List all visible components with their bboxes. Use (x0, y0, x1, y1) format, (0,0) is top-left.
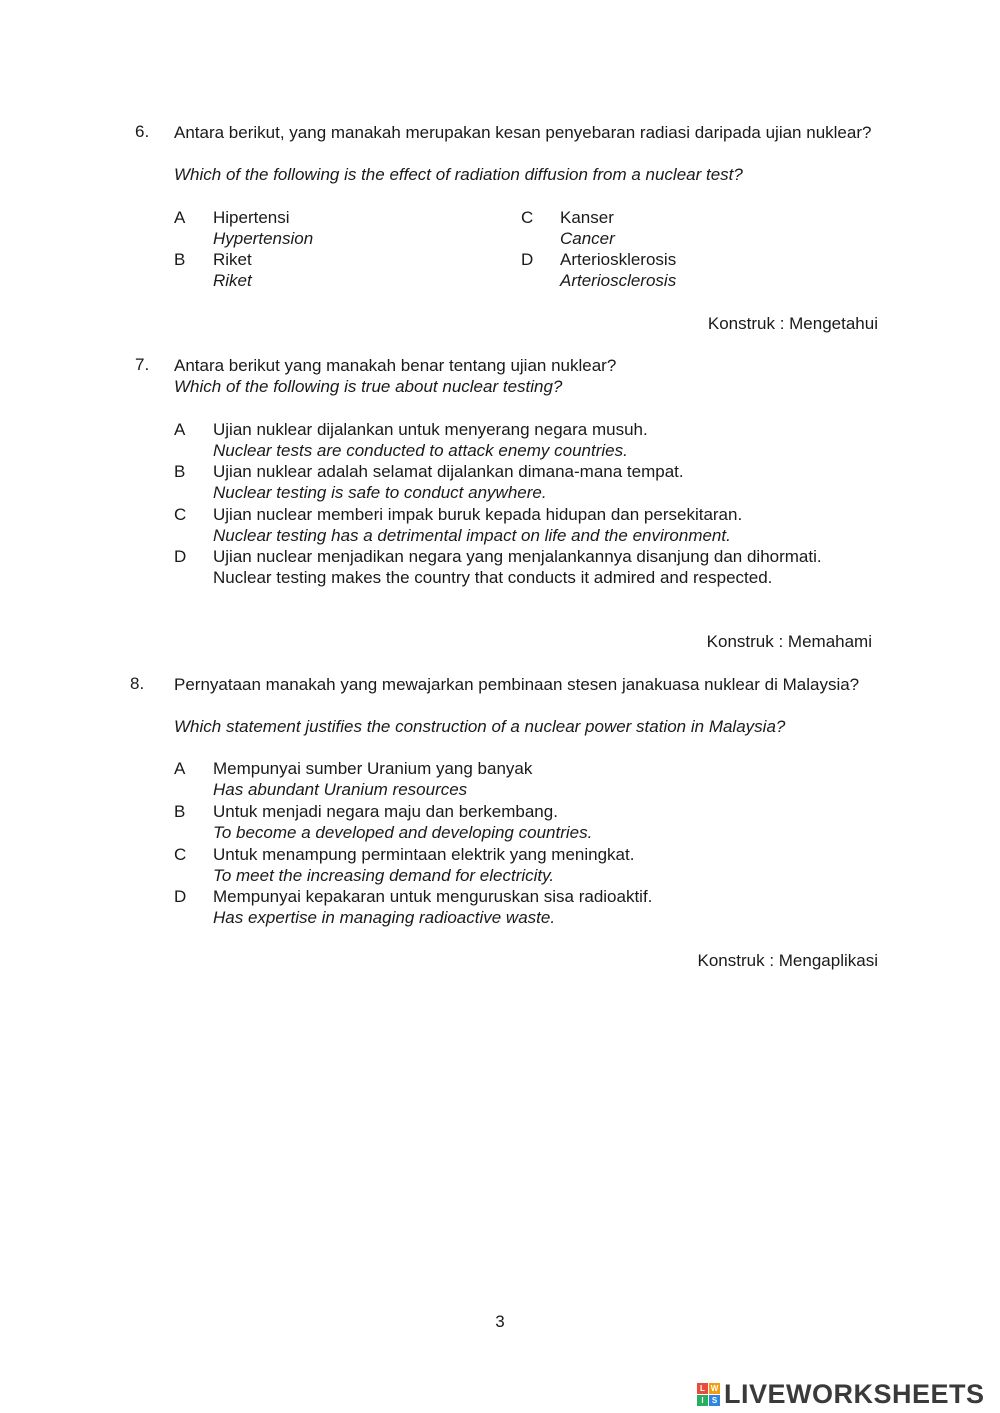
option-text-en: Hypertension (213, 229, 314, 248)
konstruk-label: Konstruk : Mengetahui (707, 314, 878, 333)
option-text-en: Riket (213, 271, 252, 290)
question-number: 8. (130, 674, 145, 693)
option-text-ms: Ujian nuklear dijalankan untuk menyerang negara musuh. (213, 420, 648, 439)
option-text-ms: Ujian nuklear adalah selamat dijalankan dimana-mana tempat. (213, 462, 684, 481)
option-text-ms: Hipertensi (213, 208, 290, 227)
option-letter: D (521, 250, 534, 269)
option-text-ms: Mempunyai kepakaran untuk menguruskan sisa radioaktif. (213, 887, 653, 906)
option-letter: A (174, 759, 186, 778)
option-text-ms: Ujian nuclear menjadikan negara yang menjalankannya disanjung dan dihormati. (213, 547, 822, 566)
konstruk-label: Konstruk : Mengaplikasi (697, 951, 878, 970)
option-letter: D (174, 887, 187, 906)
konstruk-label: Konstruk : Memahami (706, 632, 872, 651)
option-letter: C (174, 845, 187, 864)
option-text-en: Cancer (560, 229, 615, 248)
option-letter: A (174, 420, 186, 439)
option-letter: B (174, 250, 186, 269)
option-text-en: Arteriosclerosis (560, 271, 677, 290)
question-stem-ms: Pernyataan manakah yang mewajarkan pembinaan stesen janakuasa nuklear di Malaysia? (174, 675, 860, 694)
liveworksheets-logo (697, 1379, 985, 1409)
question-number: 6. (135, 122, 150, 141)
option-letter: A (174, 208, 186, 227)
option-text-ms: Kanser (560, 208, 614, 227)
option-text-ms: Arteriosklerosis (560, 250, 677, 269)
option-letter: B (174, 462, 186, 481)
option-text-en: Nuclear testing is safe to conduct anywhere. (213, 483, 547, 502)
question-number: 7. (135, 355, 150, 374)
option-letter: C (521, 208, 534, 227)
option-text-en: To meet the increasing demand for electricity. (213, 866, 555, 885)
logo-tile: L (697, 1383, 708, 1394)
option-letter: B (174, 802, 186, 821)
option-text-en: Nuclear tests are conducted to attack enemy countries. (213, 441, 628, 460)
option-text-en: To become a developed and developing countries. (213, 823, 593, 842)
option-text-ms: Untuk menampung permintaan elektrik yang meningkat. (213, 845, 635, 864)
question-stem-ms: Antara berikut yang manakah benar tentang ujian nuklear? (174, 356, 617, 375)
option-letter: D (174, 547, 187, 566)
question-stem-en: Which of the following is the effect of radiation diffusion from a nuclear test? (174, 165, 743, 184)
option-text-en: Has abundant Uranium resources (213, 780, 468, 799)
option-text-en: Nuclear testing has a detrimental impact on life and the environment. (213, 526, 731, 545)
page-number: 3 (495, 1312, 505, 1331)
option-text-ms: Mempunyai sumber Uranium yang banyak (213, 759, 533, 778)
logo-tile: S (709, 1395, 720, 1406)
option-text-ms: Ujian nuclear memberi impak buruk kepada hidupan dan persekitaran. (213, 505, 743, 524)
question-stem-en: Which statement justifies the construction of a nuclear power station in Malaysia? (174, 717, 786, 736)
option-text-en: Nuclear testing makes the country that conducts it admired and respected. (213, 568, 773, 587)
question-stem-ms: Antara berikut, yang manakah merupakan kesan penyebaran radiasi daripada ujian nuklear? (174, 123, 872, 142)
logo-tile: I (697, 1395, 708, 1406)
question-stem-en: Which of the following is true about nuclear testing? (174, 377, 563, 396)
option-text-en: Has expertise in managing radioactive waste. (213, 908, 556, 927)
logo-mark-icon (697, 1383, 720, 1406)
logo-text: LIVEWORKSHEETS (724, 1378, 985, 1409)
option-text-ms: Untuk menjadi negara maju dan berkembang. (213, 802, 558, 821)
option-letter: C (174, 505, 187, 524)
logo-tile: W (710, 1383, 719, 1393)
option-text-ms: Riket (213, 250, 252, 269)
